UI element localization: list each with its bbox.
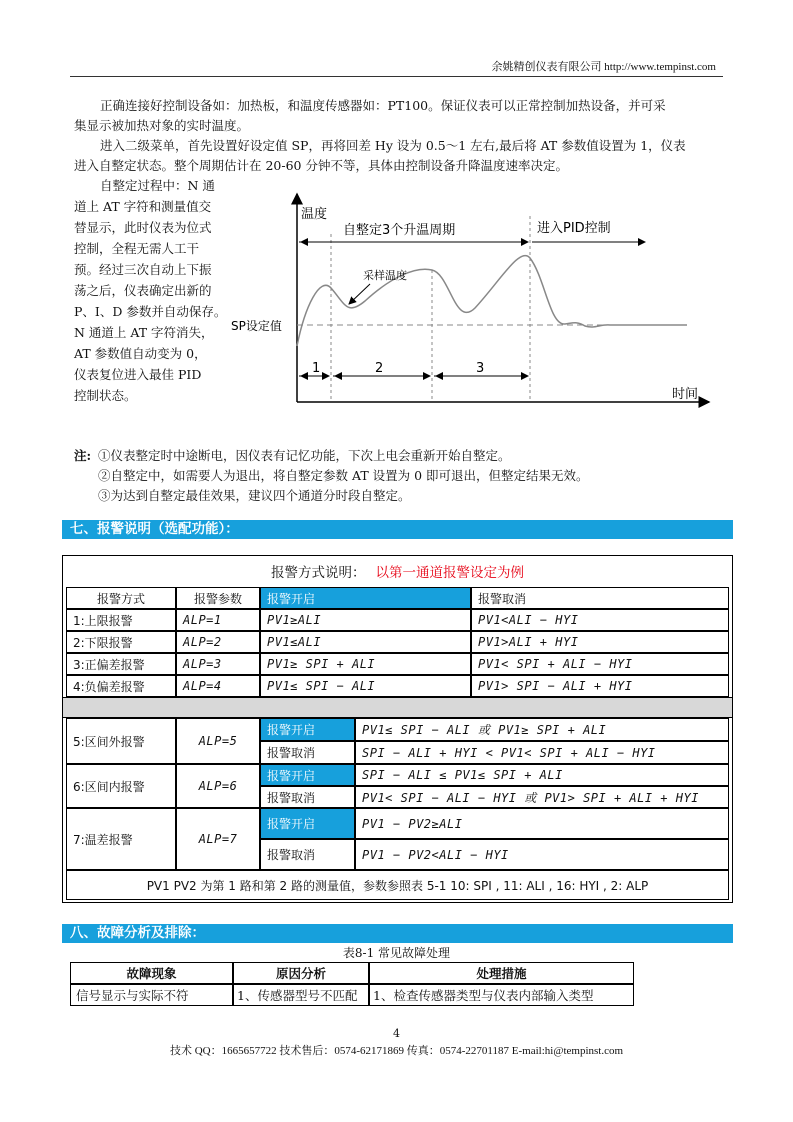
label-off: 报警取消 bbox=[260, 839, 355, 870]
autotune-diagram bbox=[225, 186, 715, 408]
row-off: PV1< SPI + ALI − HYI bbox=[471, 653, 729, 675]
row-mode: 4:负偏差报警 bbox=[66, 675, 176, 697]
row-off: PV1>ALI + HYI bbox=[471, 631, 729, 653]
fault-th: 处理措施 bbox=[369, 962, 634, 984]
row-off: PV1> SPI − ALI + HYI bbox=[471, 675, 729, 697]
sample-label: 采样温度 bbox=[363, 269, 407, 282]
row-mode: 7:温差报警 bbox=[66, 808, 176, 870]
footer-contact: 技术 QQ：1665657722 技术售后：0574-62171869 传真：0574-22701187 E-mail:hi@tempinst.com bbox=[169, 1045, 624, 1057]
row-param: ALP=3 bbox=[176, 653, 260, 675]
th-param: 报警参数 bbox=[176, 587, 260, 609]
note-prefix: 注: bbox=[74, 448, 92, 463]
row-off: SPI − ALI + HYI < PV1< SPI + ALI − HYI bbox=[355, 741, 729, 764]
th-on: 报警开启 bbox=[260, 587, 471, 609]
sample-temperature-curve bbox=[297, 256, 687, 346]
note-3: ③为达到自整定最佳效果，建议四个通道分时段自整定。 bbox=[98, 488, 411, 503]
row-param: ALP=1 bbox=[176, 609, 260, 631]
th-mode: 报警方式 bbox=[66, 587, 176, 609]
period-3: 3 bbox=[476, 361, 485, 376]
paragraph-2b: 进入自整定状态。整个周期估计在 20-60 分钟不等，具体由控制设备升降温度速率决定。 bbox=[74, 158, 568, 173]
th-off: 报警取消 bbox=[471, 587, 729, 609]
side-line: P、I、D 参数并自动保存。 bbox=[74, 304, 227, 319]
label-on: 报警开启 bbox=[260, 718, 355, 741]
row-param: ALP=2 bbox=[176, 631, 260, 653]
row-on: PV1≤ALI bbox=[260, 631, 471, 653]
side-line: 仪表复位进入最佳 PID bbox=[74, 367, 202, 382]
paragraph-1b: 集显示被加热对象的实时温度。 bbox=[74, 118, 250, 133]
page-header: 余姚精创仪表有限公司 http://www.tempinst.com bbox=[491, 61, 716, 73]
period-2: 2 bbox=[375, 361, 384, 376]
side-line: AT 参数值自动变为 0， bbox=[74, 346, 207, 361]
pid-label: 进入PID控制 bbox=[537, 221, 611, 236]
page-number: 4 bbox=[393, 1027, 400, 1040]
alarm-title bbox=[62, 555, 733, 587]
period-1: 1 bbox=[312, 361, 321, 376]
row-on: PV1≥ SPI + ALI bbox=[260, 653, 471, 675]
section-8-title: 八、故障分析及排除： bbox=[62, 924, 733, 943]
fault-caption: 表8-1 常见故障处理 bbox=[342, 946, 451, 960]
autotune-label: 自整定3个升温周期 bbox=[343, 223, 456, 238]
row-on: SPI − ALI ≤ PV1≤ SPI + ALI bbox=[355, 764, 729, 786]
side-line: 道上 AT 字符和测量值交 bbox=[74, 199, 212, 214]
header-divider bbox=[70, 76, 723, 77]
sp-label: SP设定值 bbox=[231, 319, 282, 333]
y-axis-label: 温度 bbox=[301, 207, 328, 222]
paragraph-2: 进入二级菜单，首先设置好设定值 SP，再将回差 Hy 设为 0.5～1 左右,最后将 AT 参数值设置为 1，仪表 bbox=[100, 138, 686, 153]
row-on: PV1 − PV2≥ALI bbox=[355, 808, 729, 839]
row-mode: 1:上限报警 bbox=[66, 609, 176, 631]
label-on: 报警开启 bbox=[260, 808, 355, 839]
fault-cell: 信号显示与实际不符 bbox=[70, 984, 233, 1006]
row-off: PV1< SPI − ALI − HYI 或 PV1> SPI + ALI + HYI bbox=[355, 786, 729, 808]
alarm-title-prefix: 报警方式说明： bbox=[271, 565, 366, 581]
alarm-title-red: 以第一通道报警设定为例 bbox=[375, 565, 524, 581]
label-off: 报警取消 bbox=[260, 741, 355, 764]
row-mode: 5:区间外报警 bbox=[66, 718, 176, 764]
row-param: ALP=4 bbox=[176, 675, 260, 697]
table-separator bbox=[63, 697, 732, 718]
side-line: 自整定过程中：N 通 bbox=[100, 178, 215, 193]
sample-pointer bbox=[349, 284, 370, 304]
note-2: ②自整定中，如需要人为退出，将自整定参数 AT 设置为 0 即可退出，但整定结果无效。 bbox=[98, 468, 589, 483]
fault-th: 故障现象 bbox=[70, 962, 233, 984]
row-on: PV1≤ SPI − ALI 或 PV1≥ SPI + ALI bbox=[355, 718, 729, 741]
side-line: 预。经过三次自动上下振 bbox=[74, 262, 212, 277]
side-line: 控制状态。 bbox=[74, 388, 137, 403]
row-off: PV1<ALI − HYI bbox=[471, 609, 729, 631]
row-param: ALP=7 bbox=[176, 808, 260, 870]
side-line: 替显示，此时仪表为位式 bbox=[74, 220, 212, 235]
side-line: 荡之后，仪表确定出新的 bbox=[74, 283, 212, 298]
row-on: PV1≥ALI bbox=[260, 609, 471, 631]
paragraph-1: 正确连接好控制设备如：加热板，和温度传感器如：PT100。保证仪表可以正常控制加热设备，并可采 bbox=[100, 98, 666, 113]
row-off: PV1 − PV2<ALI − HYI bbox=[355, 839, 729, 870]
row-on: PV1≤ SPI − ALI bbox=[260, 675, 471, 697]
row-param: ALP=5 bbox=[176, 718, 260, 764]
fault-cell: 1、传感器型号不匹配 bbox=[233, 984, 369, 1006]
side-line: N 通道上 AT 字符消失， bbox=[74, 325, 214, 340]
row-param: ALP=6 bbox=[176, 764, 260, 808]
label-on: 报警开启 bbox=[260, 764, 355, 786]
section-7-title: 七、报警说明（选配功能）： bbox=[62, 520, 733, 539]
label-off: 报警取消 bbox=[260, 786, 355, 808]
fault-cell: 1、检查传感器类型与仪表内部输入类型 bbox=[369, 984, 634, 1006]
side-line: 控制，全程无需人工干 bbox=[74, 241, 200, 256]
row-mode: 6:区间内报警 bbox=[66, 764, 176, 808]
fault-th: 原因分析 bbox=[233, 962, 369, 984]
x-axis-label: 时间 bbox=[672, 387, 699, 402]
alarm-footnote: PV1 PV2 为第 1 路和第 2 路的测量值，参数参照表 5-1 10: SPI , 11: ALI , 16: HYI , 2: ALP bbox=[66, 870, 729, 900]
row-mode: 2:下限报警 bbox=[66, 631, 176, 653]
row-mode: 3:正偏差报警 bbox=[66, 653, 176, 675]
note-1: ①仪表整定时中途断电，因仪表有记忆功能，下次上电会重新开始自整定。 bbox=[98, 448, 511, 463]
